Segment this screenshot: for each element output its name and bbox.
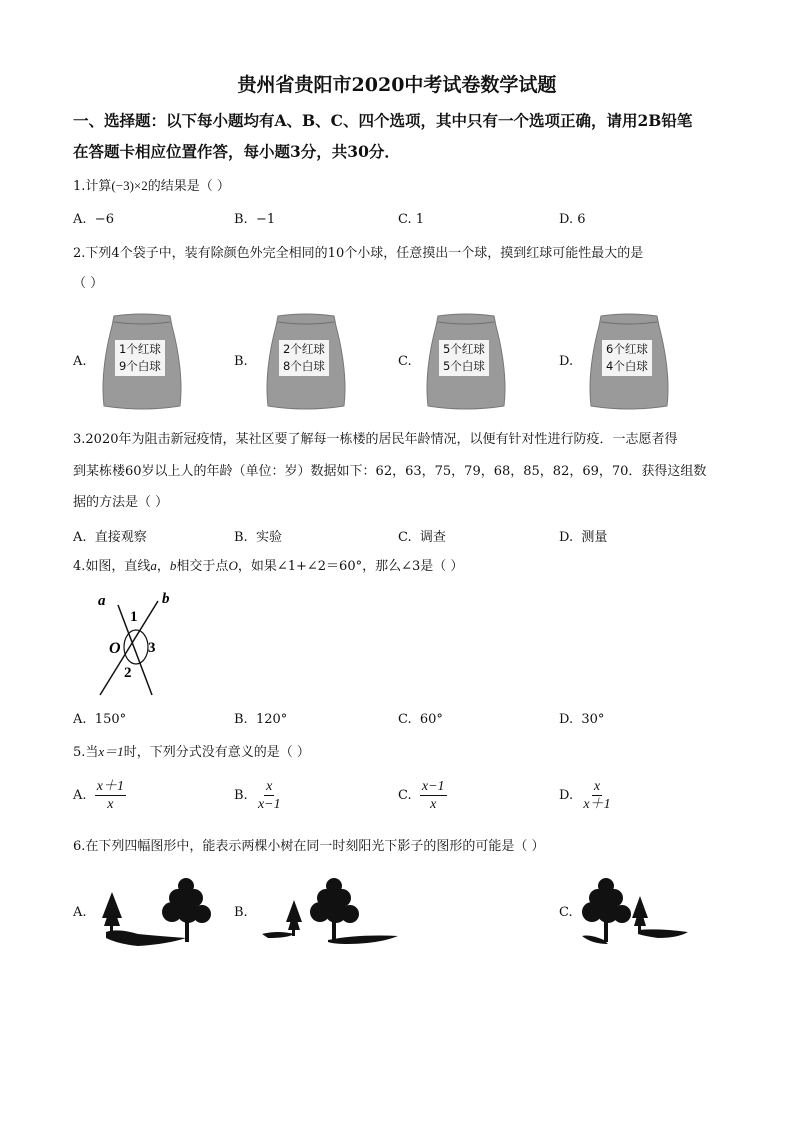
q3-option-a[interactable]: A. 直接观察: [73, 530, 147, 545]
small-tree-icon: [286, 900, 302, 936]
svg-text:a: a: [98, 593, 106, 609]
q5-option-c[interactable]: C. $\frac{x-1}{x}$: [398, 779, 445, 812]
svg-text:b: b: [162, 591, 170, 607]
q3-option-c[interactable]: C. 调查: [398, 530, 446, 545]
question-2-stem-bracket: （ ）: [73, 276, 104, 291]
svg-text:2: 2: [124, 665, 132, 681]
q1-option-d[interactable]: D. 6: [559, 212, 586, 227]
q6-option-c-trees-figure[interactable]: [578, 872, 708, 952]
question-3-line2: 到某栋楼60岁以上人的年龄（单位：岁）数据如下：62，63，75，79，68，85，82，69，70．获得这组数: [73, 464, 707, 479]
q2-option-d-bag[interactable]: 6个红球 4个白球: [587, 312, 671, 412]
q2-option-c-letter: C.: [398, 354, 412, 369]
small-tree-icon: [102, 892, 122, 932]
question-5-stem: 5.当x＝1时，下列分式没有意义的是（ ）: [73, 744, 310, 760]
q3-option-b[interactable]: B. 实验: [234, 530, 282, 545]
q1-expression: (−3)×2: [111, 178, 148, 193]
q1-option-a[interactable]: A. −6: [73, 212, 114, 227]
large-tree-icon: [582, 878, 631, 942]
q2-option-d-letter: D.: [559, 354, 574, 369]
question-4-stem: 4.如图，直线a，b相交于点O，如果∠1+∠2＝60°，那么∠3是（ ）: [73, 558, 464, 574]
large-tree-icon: [162, 878, 211, 942]
svg-text:1: 1: [130, 609, 138, 625]
shadow-icon: [106, 930, 186, 946]
q2-option-a-bag[interactable]: 1个红球 9个白球: [100, 312, 184, 412]
question-1-stem: 1.计算(−3)×2的结果是（ ）: [73, 178, 230, 194]
q2-option-b-letter: B.: [234, 354, 248, 369]
question-2-stem: 2.下列4个袋子中，装有除颜色外完全相同的10个小球，任意摸出一个球，摸到红球可能性最大的是: [73, 246, 644, 261]
svg-text:O: O: [109, 640, 121, 657]
question-3-line1: 3.2020年为阻击新冠疫情，某社区要了解每一栋楼的居民年龄情况，以便有针对性进行防疫．一志愿者得: [73, 432, 678, 447]
q5-option-d[interactable]: D. $\frac{x}{x+1}$: [559, 779, 611, 812]
small-tree-icon: [632, 896, 648, 932]
q6-option-a-letter: A.: [73, 905, 87, 920]
svg-text:3: 3: [148, 640, 156, 656]
q3-option-d[interactable]: D. 测量: [559, 530, 608, 545]
question-6-stem: 6.在下列四幅图形中，能表示两棵小树在同一时刻阳光下影子的图形的可能是（ ）: [73, 839, 545, 854]
q4-option-c[interactable]: C. 60°: [398, 712, 443, 727]
q5-option-a[interactable]: A. $\frac{x+1}{x}$: [73, 779, 125, 812]
question-3-line3: 据的方法是（ ）: [73, 495, 169, 510]
q2-option-b-bag[interactable]: 2个红球 8个白球: [264, 312, 348, 412]
q6-option-a-trees-figure[interactable]: [98, 872, 223, 954]
shadow-icon: [328, 936, 398, 945]
q5-option-b[interactable]: B. $\frac{x}{x-1}$: [234, 779, 281, 812]
shadow-icon: [262, 932, 294, 938]
q1-option-b[interactable]: B. −1: [234, 212, 276, 227]
q6-option-c-letter: C.: [559, 905, 573, 920]
shadow-icon: [638, 929, 688, 938]
exam-title: 贵州省贵阳市2020中考试卷数学试题: [237, 74, 557, 96]
q4-option-a[interactable]: A. 150°: [73, 712, 127, 727]
q6-option-b-trees-figure[interactable]: [258, 872, 408, 952]
q6-option-b-letter: B.: [234, 905, 248, 920]
intersecting-lines-figure: [92, 585, 182, 700]
section-instructions-line1: 一、选择题：以下每小题均有A、B、C、四个选项，其中只有一个选项正确，请用2B铅笔: [73, 111, 693, 130]
q4-option-b[interactable]: B. 120°: [234, 712, 288, 727]
q4-option-d[interactable]: D. 30°: [559, 712, 605, 727]
q1-option-c[interactable]: C. 1: [398, 212, 425, 227]
section-instructions-line2: 在答题卡相应位置作答，每小题3分，共30分．: [73, 142, 400, 161]
q2-option-a-letter: A.: [73, 354, 87, 369]
q2-option-c-bag[interactable]: 5个红球 5个白球: [424, 312, 508, 412]
large-tree-icon: [310, 878, 359, 942]
